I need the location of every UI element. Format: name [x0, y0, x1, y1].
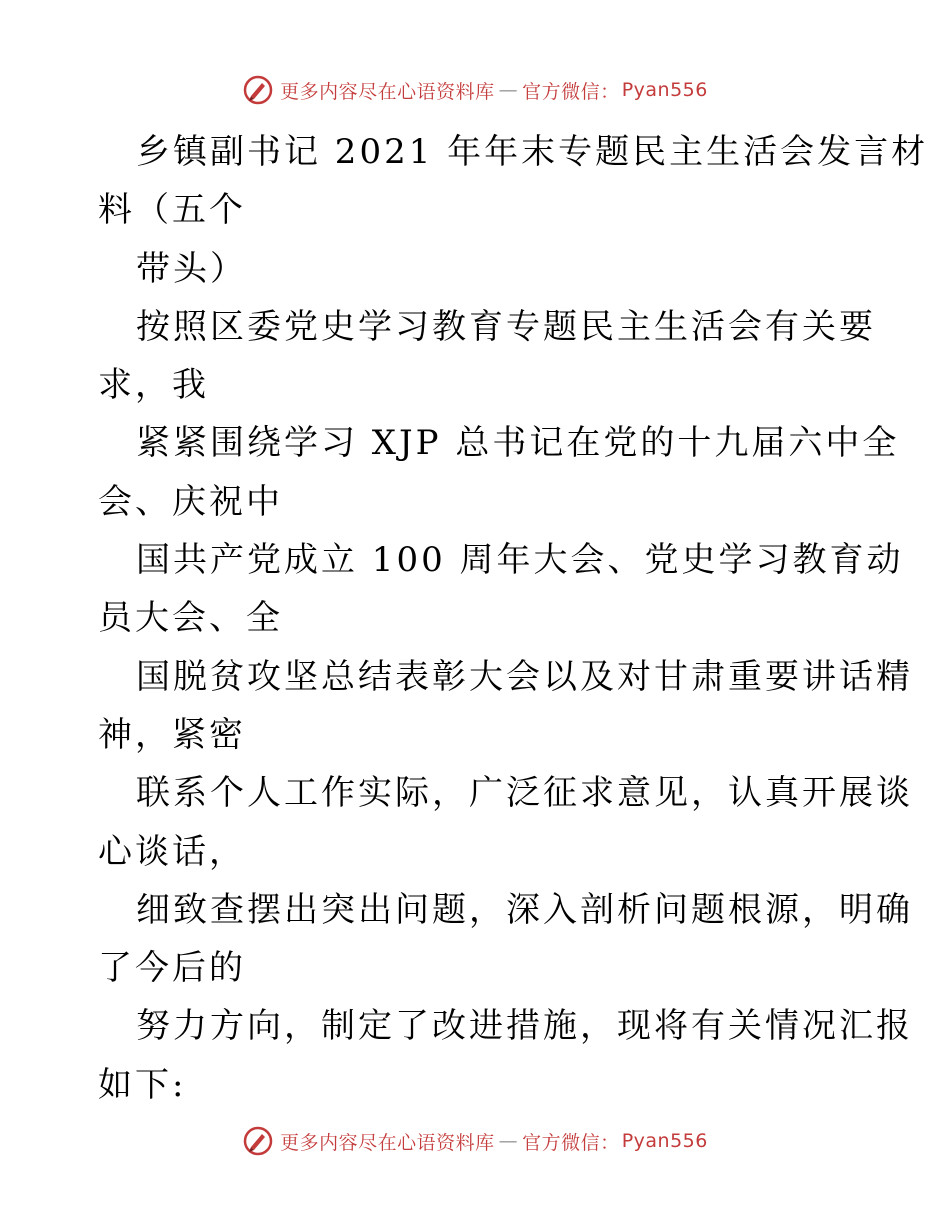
text-line: 了今后的 — [98, 948, 246, 989]
wechat-id: Pyan556 — [621, 1130, 708, 1152]
text-line: 按照区委党史学习教育专题民主生活会有关要 — [136, 306, 876, 347]
wechat-id: Pyan556 — [621, 79, 708, 101]
text-line: 神，紧密 — [98, 714, 246, 755]
text-line: 料（五个 — [98, 190, 246, 231]
footer-watermark-banner — [0, 1121, 950, 1161]
text-line: 努力方向，制定了改进措施，现将有关情况汇报 — [136, 1006, 913, 1047]
banner-separator: — — [498, 1130, 519, 1152]
text-line: 乡镇副书记 2021 年年末专题民主生活会发言材 — [136, 132, 929, 172]
text-line: 带头） — [136, 248, 247, 289]
text-line: 国共产党成立 100 周年大会、党史学习教育动 — [136, 540, 904, 581]
text-line: 心谈话， — [98, 831, 246, 872]
promo-text: 更多内容尽在心语资料库 — [280, 80, 495, 103]
pen-logo-icon — [242, 74, 274, 106]
text-line: 求，我 — [98, 365, 209, 406]
text-line: 联系个人工作实际，广泛征求意见，认真开展谈 — [136, 773, 913, 814]
text-line: 国脱贫攻坚总结表彰大会以及对甘肃重要讲话精 — [136, 656, 913, 697]
header-watermark-banner — [0, 70, 950, 110]
text-line: 如下: — [98, 1064, 187, 1105]
text-line: 员大会、全 — [98, 598, 283, 639]
wechat-label: 官方微信： — [522, 1131, 620, 1154]
document-body — [98, 123, 929, 1114]
banner-separator: — — [498, 79, 519, 101]
text-line: 紧紧围绕学习 XJP 总书记在党的十九届六中全 — [136, 423, 900, 464]
wechat-label: 官方微信： — [522, 80, 620, 103]
promo-text: 更多内容尽在心语资料库 — [280, 1131, 495, 1154]
pen-logo-icon — [242, 1125, 274, 1157]
text-line: 会、庆祝中 — [98, 481, 283, 522]
text-line: 细致查摆出突出问题，深入剖析问题根源，明确 — [136, 889, 913, 930]
